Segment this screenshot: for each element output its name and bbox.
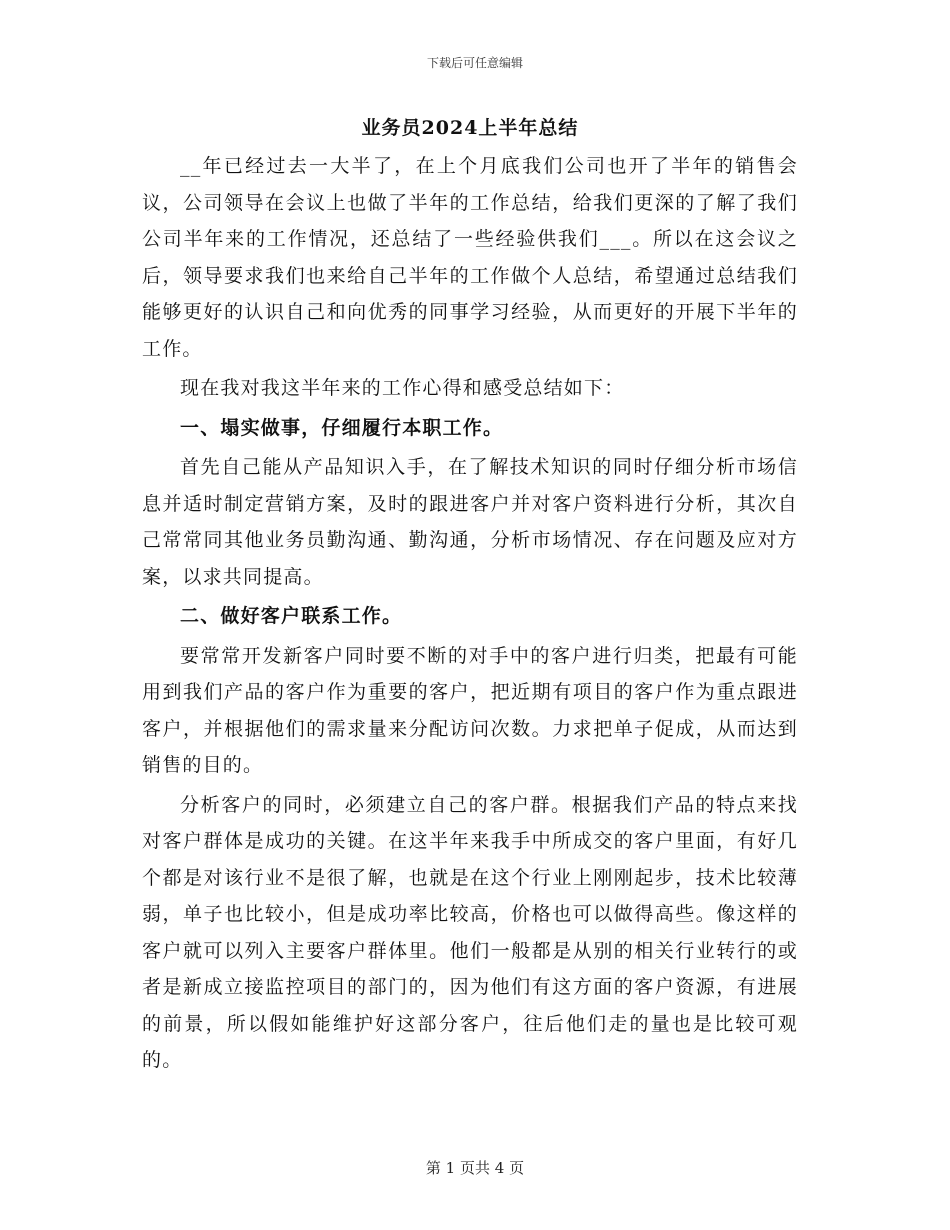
page-number: 第 1 页共 4 页 (425, 1159, 525, 1177)
paragraph-section-2a: 要常常开发新客户同时要不断的对手中的客户进行归类，把最有可能用到我们产品的客户作为重要的客户，把近期有项目的客户作为重点跟进客户，并根据他们的需求量来分配访问次数。力求把单子促成，从而达到销售的目的。 (142, 644, 798, 776)
header-note: 下载后可任意编辑 (426, 56, 523, 70)
paragraph-summary-lead: 现在我对我这半年来的工作心得和感受总结如下： (180, 377, 625, 399)
document-title: 业务员2024上半年总结 (361, 117, 579, 139)
paragraph-section-2b: 分析客户的同时，必须建立自己的客户群。根据我们产品的特点来找对客户群体是成功的关键。在这半年来我手中所成交的客户里面，有好几个都是对该行业不是很了解，也就是在这个行业上刚刚起步，技术比较薄弱，单子也比较小，但是成功率比较高，价格也可以做得高些。像这样的客户就可以列入主要客户群体里。他们一般都是从别的相关行业转行的或者是新成立接监控项目的部门的，因为他们有这方面的客户资源，有进展的前景，所以假如能维护好这部分客户，往后他们走的量也是比较可观的。 (142, 793, 798, 1071)
section-heading-1: 一、塌实做事，仔细履行本职工作。 (180, 416, 504, 439)
paragraph-section-1: 首先自己能从产品知识入手，在了解技术知识的同时仔细分析市场信息并适时制定营销方案，及时的跟进客户并对客户资料进行分析，其次自己常常同其他业务员勤沟通、勤沟通，分析市场情况、存在问题及应对方案，以求共同提高。 (142, 456, 798, 588)
document-body (142, 110, 798, 1079)
section-heading-2: 二、做好客户联系工作。 (180, 605, 403, 627)
paragraph-intro: __年已经过去一大半了，在上个月底我们公司也开了半年的销售会议，公司领导在会议上也做了半年的工作总结，给我们更深的了解了我们公司半年来的工作情况，还总结了一些经验供我们___。所以在这会议之后，领导要求我们也来给自己半年的工作做个人总结，希望通过总结我们能够更好的认识自己和向优秀的同事学习经验，从而更好的开展下半年的工作。 (142, 155, 798, 360)
